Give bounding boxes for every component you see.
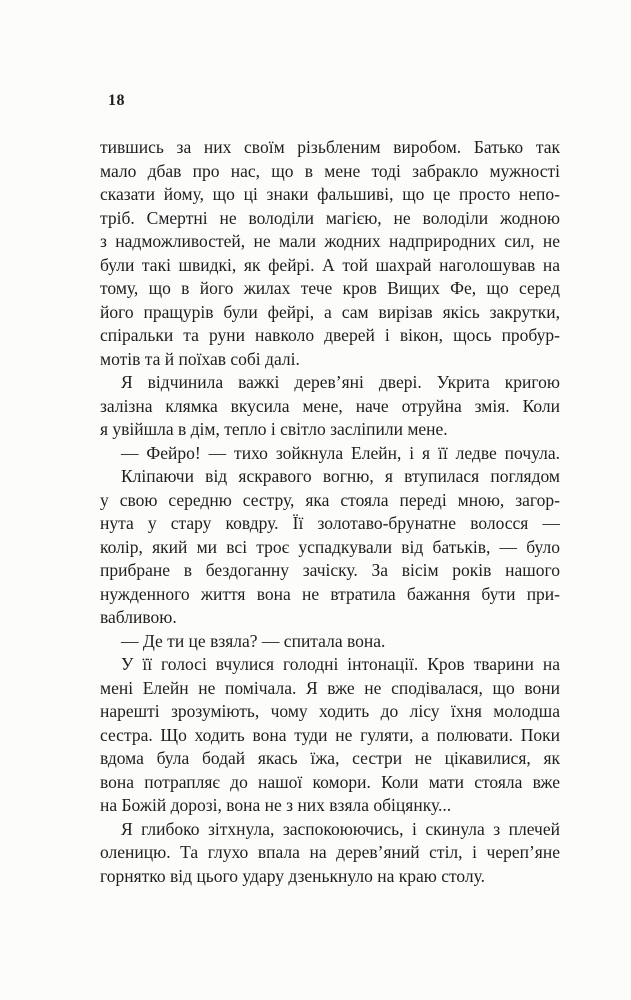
paragraph [100, 136, 560, 371]
text-line: тому, що в його жилах тече кров Вищих Фе, що серед [100, 278, 560, 298]
paragraph [100, 465, 560, 630]
text-line: горнятко від цього удару дзенькнуло на краю столу. [100, 865, 486, 886]
text-line: з надможливостей, не мали жодних надприродних сил, не [100, 231, 560, 251]
text-line: були такі швидкі, як фейрі. А той шахрай наголошував на [100, 254, 560, 275]
text-line: на Божій дорозі, вона не з них взяла обіцянку... [100, 795, 452, 815]
text-line: тившись за них своїм різьбленим виробом. Батько так [100, 137, 560, 157]
text-line: — Де ти це взяла? — спитала вона. [121, 630, 386, 651]
text-line: вона потрапляє до нашої комори. Коли мати стояла вже [100, 771, 560, 792]
text-line: сказати йому, що ці знаки фальшиві, що це просто непо- [100, 184, 560, 204]
page-number: 18 [108, 92, 125, 109]
text-line: вдома була бодай якась їжа, сестри не цікавилися, як [100, 748, 560, 768]
text-line: У її голосі вчулися голодні інтонації. Кров тварини на [121, 654, 560, 674]
text-line: у свою середню сестру, яка стояла переді мною, загор- [100, 489, 560, 510]
text-line: спіральки та руни навколо дверей і вікон, щось пробур- [100, 325, 560, 345]
text-line: залізна клямка вкусила мене, наче отруйна змія. Коли [100, 395, 560, 416]
text-line: вабливою. [100, 607, 177, 627]
paragraph [100, 818, 560, 889]
text-line: нута у стару ковдру. Її золотаво-брунатне волосся — [100, 513, 560, 533]
text-line: прибране в бездоганну зачіску. За вісім років нашого [100, 560, 560, 580]
text-line: Я відчинила важкі дерев’яні двері. Укрита кригою [121, 372, 560, 392]
text-line: Я глибоко зітхнула, заспокоюючись, і скинула з плечей [121, 818, 560, 839]
text-line: тріб. Смертні не володіли магією, не володіли жодною [100, 207, 560, 228]
text-line: мотів та й поїхав собі далі. [100, 348, 300, 369]
text-block [100, 136, 560, 888]
text-line: мало дбав про нас, що в мене тоді забракло мужності [100, 160, 560, 181]
text-line: мені Елейн не помічала. Я вже не сподівалася, що вони [100, 677, 560, 698]
text-line: сестра. Що ходить вона туди не гуляти, а полювати. Поки [100, 724, 560, 745]
text-line: нарешті зрозуміють, чому ходить до лісу їхня молодша [100, 701, 560, 721]
text-line: нужденного життя вона не втратила бажання бути при- [100, 583, 560, 604]
text-line: — Фейро! — тихо зойкнула Елейн, і я її ледве почула. [121, 442, 560, 463]
paragraph [100, 442, 560, 466]
text-line: його пращурів були фейрі, а сам вирізав якісь закрутки, [100, 301, 560, 322]
paragraph [100, 371, 560, 442]
text-line: я увійшла в дім, тепло і світло засліпили мене. [100, 419, 448, 439]
text-line: колір, який ми всі троє успадкували від батьків, — було [100, 536, 560, 557]
paragraph [100, 630, 560, 654]
text-line: Кліпаючи від яскравого вогню, я втупилася поглядом [121, 466, 560, 486]
paragraph [100, 653, 560, 818]
text-line: оленицю. Та глухо впала на дерев’яний стіл, і череп’яне [100, 842, 560, 862]
